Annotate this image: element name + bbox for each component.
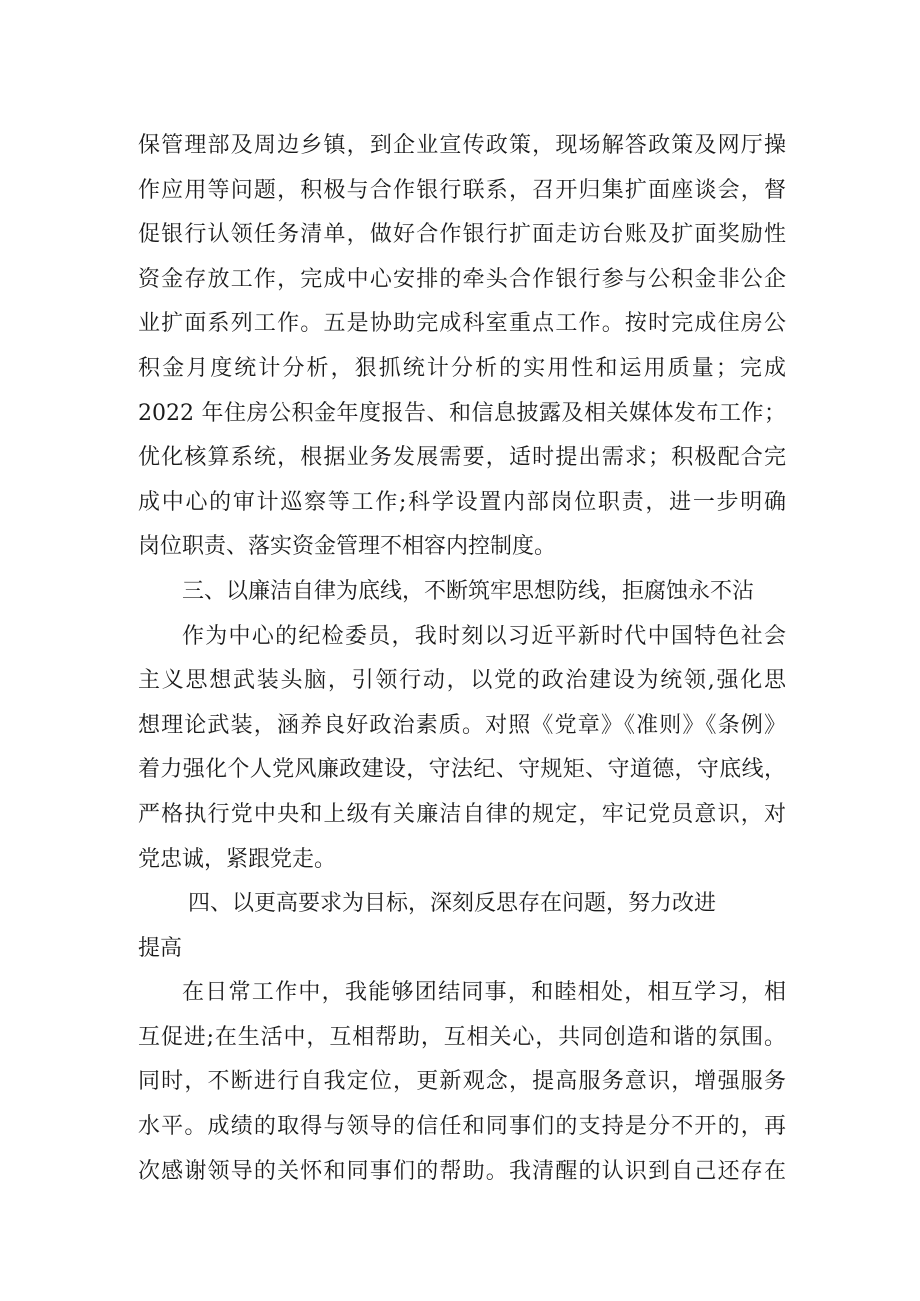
text-line: 同时，不断进行自我定位，更新观念，提高服务意识，增强服务 [138,1069,786,1095]
text-line: 促银行认领任务清单，做好合作银行扩面走访台账及扩面奖励性 [138,222,786,248]
paragraph-integrity [138,615,786,883]
text-line: 互促进;在生活中，互相帮助，互相关心，共同创造和谐的氛围。 [138,1024,786,1050]
text-line: 2022 年住房公积金年度报告、和信息披露及相关媒体发布工作； [138,400,786,426]
text-line: 着力强化个人党风廉政建设，守法纪、守规矩、守道德，守底线， [138,757,786,783]
text-line: 主义思想武装头脑，引领行动，以党的政治建设为统领,强化思 [138,668,786,694]
heading-line: 提高 [138,935,183,961]
text-line: 岗位职责、落实资金管理不相容内控制度。 [138,534,557,560]
heading-line: 四、以更高要求为目标，深刻反思存在问题，努力改进 [188,891,717,917]
text-line: 在日常工作中，我能够团结同事，和睦相处，相互学习，相 [182,980,786,1006]
text-line: 次感谢领导的关怀和同事们的帮助。我清醒的认识到自己还存在 [138,1158,786,1184]
paragraph-daily-work [138,971,786,1194]
text-line: 党忠诚，紧跟党走。 [138,846,337,872]
text-line: 优化核算系统，根据业务发展需要，适时提出需求；积极配合完 [138,445,786,471]
text-line: 水平。成绩的取得与领导的信任和同事们的支持是分不开的，再 [138,1114,786,1140]
text-line: 保管理部及周边乡镇，到企业宣传政策，现场解答政策及网厅操 [138,133,786,158]
text-line: 作应用等问题，积极与合作银行联系，召开归集扩面座谈会，督 [138,177,786,203]
text-line: 积金月度统计分析，狠抓统计分析的实用性和运用质量；完成 [138,355,786,381]
text-line: 想理论武装，涵养良好政治素质。对照《党章》《准则》《条例》 [138,712,786,738]
text-line: 成中心的审计巡察等工作;科学设置内部岗位职责，进一步明确 [138,489,786,515]
text-line: 资金存放工作，完成中心安排的牵头合作银行参与公积金非公企 [138,266,786,292]
heading-line: 三、以廉洁自律为底线，不断筑牢思想防线，拒腐蚀永不沾 [182,578,755,604]
section-heading-four [138,882,786,971]
paragraph-work-details [138,124,786,570]
text-line: 业扩面系列工作。五是协助完成科室重点工作。按时完成住房公 [138,311,786,337]
text-line: 严格执行党中央和上级有关廉洁自律的规定，牢记党员意识，对 [138,801,786,827]
document-body [138,124,786,1194]
section-heading-three [138,570,786,615]
text-line: 作为中心的纪检委员，我时刻以习近平新时代中国特色社会 [182,623,786,649]
